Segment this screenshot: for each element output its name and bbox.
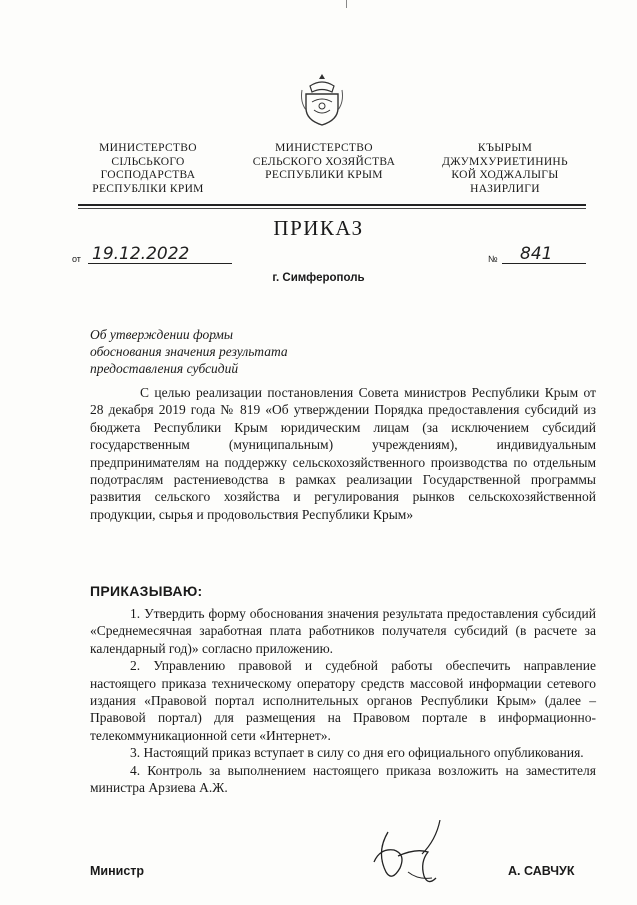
header-line: НАЗИРЛИГИ: [470, 182, 540, 195]
header-ministry-russian: [243, 142, 405, 183]
header-line: МИНИСТЕРСТВО: [275, 142, 373, 154]
handwritten-signature: [348, 820, 468, 890]
order-item: 2. Управлению правовой и судебной работы обеспечить направление настоящего приказа техническому оператору средств массовой информации сетевого издания «Правовой портал исполнительных органов Республики Крым» (далее – Правовой портал) для размещения на Правовом портале в информационно-телекоммуникационной сети «Интернет».: [90, 658, 596, 743]
date-prefix: от: [72, 254, 81, 264]
signer-position: Министр: [90, 864, 145, 878]
order-item: 4. Контроль за выполнением настоящего приказа возложить на заместителя министра Арзиева А.Ж.: [90, 762, 596, 796]
header-line: РЕСПУБЛИКИ КРЫМ: [265, 169, 383, 181]
header-line: ГОСПОДАРСТВА: [100, 169, 196, 181]
number-prefix: №: [488, 254, 498, 264]
subject-line: предоставления субсидий: [90, 361, 239, 376]
header-line: МИНИСТЕРСТВО: [99, 142, 197, 154]
signer-name: А. САВЧУК: [508, 864, 575, 878]
coat-of-arms-icon: [298, 72, 346, 128]
date-value: 19.12.2022: [92, 244, 190, 264]
document-subject: [90, 326, 288, 377]
header-divider-thin: [78, 208, 586, 209]
header-line: ДЖУМХУРИЕТИНИНЬ: [442, 155, 568, 168]
header-line: СЕЛЬСКОГО ХОЗЯЙСТВА: [252, 155, 396, 168]
subject-line: обоснования значения результата: [90, 344, 288, 359]
date-line: [88, 244, 232, 264]
order-item: 3. Настоящий приказ вступает в силу со дня его официального опубликования.: [130, 745, 584, 761]
header-ministry-crimean-tatar: [424, 142, 586, 196]
header-ministry-ukrainian: [78, 142, 218, 196]
preamble-paragraph: С целью реализации постановления Совета министров Республики Крым от 28 декабря 2019 года № 819 «Об утверждении Порядка предоставления субсидий из бюджета Республики Крым юридическим лицам (за исключением субсидий государственным (муниципальным) учреждениям), индивидуальным предпринимателям на поддержку сельскохозяйственного производства по отдельным подотраслям растениеводства в рамках реализации Государственной программы развития сельского хозяйства и регулирования рынков сельскохозяйственной продукции, сырья и продовольствия Республики Крым»: [90, 385, 596, 522]
scan-margin-mark: [346, 0, 347, 8]
header-divider: [78, 204, 586, 206]
order-item: 1. Утвердить форму обоснования значения результата предоставления субсидий «Среднемесячная заработная плата работников получателя субсидий (в расчете за календарный год)» согласно приложению.: [90, 606, 596, 656]
number-line: [502, 244, 586, 264]
order-items: [90, 605, 596, 796]
subject-line: Об утверждении формы: [90, 327, 234, 342]
number-value: 841: [520, 244, 553, 264]
header-line: КЪЫРЫМ: [477, 142, 533, 154]
header-line: СІЛЬСЬКОГО: [111, 155, 185, 168]
city: г. Симферополь: [272, 272, 365, 284]
header-line: КОЙ ХОДЖАЛЫГЫ: [451, 169, 559, 181]
header-line: РЕСПУБЛІКИ КРИМ: [92, 182, 204, 195]
order-heading: ПРИКАЗЫВАЮ:: [90, 583, 203, 599]
document-title: ПРИКАЗ: [273, 216, 364, 240]
